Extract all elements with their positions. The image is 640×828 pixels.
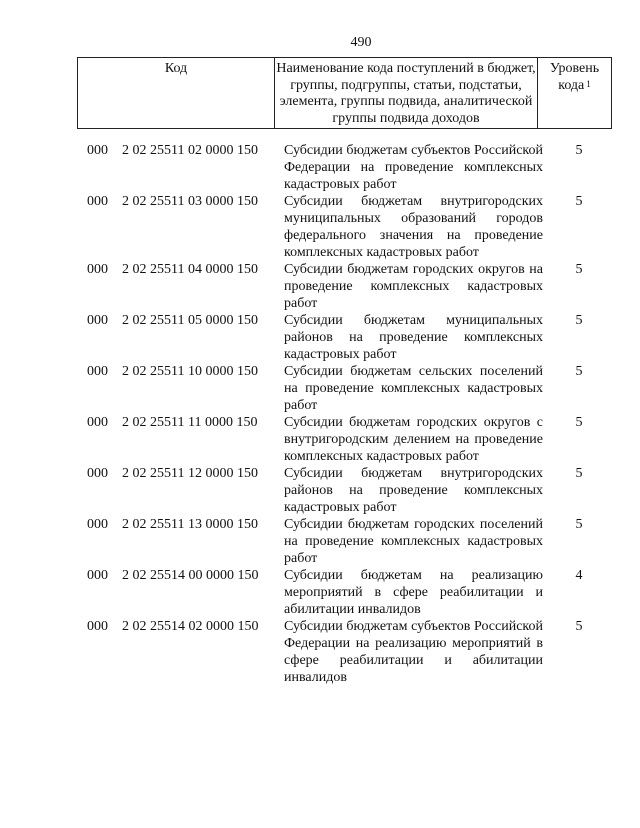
row-level: 5: [575, 364, 583, 379]
row-income-code: 2 02 25511 04 0000 150: [122, 262, 258, 277]
row-name: Субсидии бюджетам внутригородских муниципальных образований городов федерального значения на проведение комплексных кадастровых работ: [284, 194, 543, 260]
row-level: 5: [575, 517, 583, 532]
row-income-code: 2 02 25511 03 0000 150: [122, 194, 258, 209]
table-row: [0, 516, 640, 567]
row-name: Субсидии бюджетам городских округов с внутригородским делением на проведение комплексных кадастровых работ: [284, 415, 543, 464]
row-level: 5: [575, 466, 583, 481]
table-row: [0, 567, 640, 618]
table-row: [0, 193, 640, 261]
row-level: 5: [575, 415, 583, 430]
row-income-code: 2 02 25511 11 0000 150: [122, 415, 258, 430]
row-admin-code: 000: [87, 262, 108, 277]
row-level: 5: [575, 619, 583, 634]
row-income-code: 2 02 25511 10 0000 150: [122, 364, 258, 379]
page-number: 490: [350, 35, 372, 50]
row-name: Субсидии бюджетам городских округов на проведение комплексных кадастровых работ: [284, 262, 543, 311]
row-name: Субсидии бюджетам субъектов Российской Федерации на проведение комплексных кадастровых работ: [284, 143, 543, 192]
footnote-marker: 1: [586, 78, 591, 89]
row-level: 5: [575, 262, 583, 277]
row-name: Субсидии бюджетам на реализацию мероприятий в сфере реабилитации и абилитации инвалидов: [284, 568, 543, 617]
row-name: Субсидии бюджетам городских поселений на проведение комплексных кадастровых работ: [284, 517, 543, 566]
table-row: [0, 142, 640, 193]
header-name: Наименование кода поступлений в бюджет, группы, подгруппы, статьи, подстатьи, элемента, группы подвида, аналитической группы подвида доходов: [275, 58, 538, 128]
header-level-label: Уровень кода: [549, 61, 600, 93]
row-name: Субсидии бюджетам сельских поселений на проведение комплексных кадастровых работ: [284, 364, 543, 413]
row-admin-code: 000: [87, 364, 108, 379]
header-code: Код: [78, 58, 275, 128]
row-income-code: 2 02 25514 02 0000 150: [122, 619, 259, 634]
row-admin-code: 000: [87, 194, 108, 209]
row-income-code: 2 02 25511 02 0000 150: [122, 143, 258, 158]
row-income-code: 2 02 25511 12 0000 150: [122, 466, 258, 481]
row-admin-code: 000: [87, 568, 108, 583]
row-admin-code: 000: [87, 517, 108, 532]
row-level: 4: [575, 568, 583, 583]
row-income-code: 2 02 25511 13 0000 150: [122, 517, 258, 532]
row-level: 5: [575, 194, 583, 209]
header-level: [538, 58, 611, 128]
row-level: 5: [575, 313, 583, 328]
table-header: [77, 57, 612, 129]
row-admin-code: 000: [87, 619, 108, 634]
table-row: [0, 312, 640, 363]
row-admin-code: 000: [87, 143, 108, 158]
row-income-code: 2 02 25511 05 0000 150: [122, 313, 258, 328]
row-admin-code: 000: [87, 415, 108, 430]
table-row: [0, 414, 640, 465]
row-name: Субсидии бюджетам внутригородских районов на проведение комплексных кадастровых работ: [284, 466, 543, 515]
table-body: [0, 142, 640, 686]
row-level: 5: [575, 143, 583, 158]
table-row: [0, 261, 640, 312]
row-admin-code: 000: [87, 313, 108, 328]
table-row: [0, 363, 640, 414]
row-name: Субсидии бюджетам муниципальных районов на проведение комплексных кадастровых работ: [284, 313, 543, 362]
table-row: [0, 618, 640, 686]
row-admin-code: 000: [87, 466, 108, 481]
row-income-code: 2 02 25514 00 0000 150: [122, 568, 259, 583]
table-row: [0, 465, 640, 516]
row-name: Субсидии бюджетам субъектов Российской Федерации на реализацию мероприятий в сфере реабилитации и абилитации инвалидов: [284, 619, 543, 685]
